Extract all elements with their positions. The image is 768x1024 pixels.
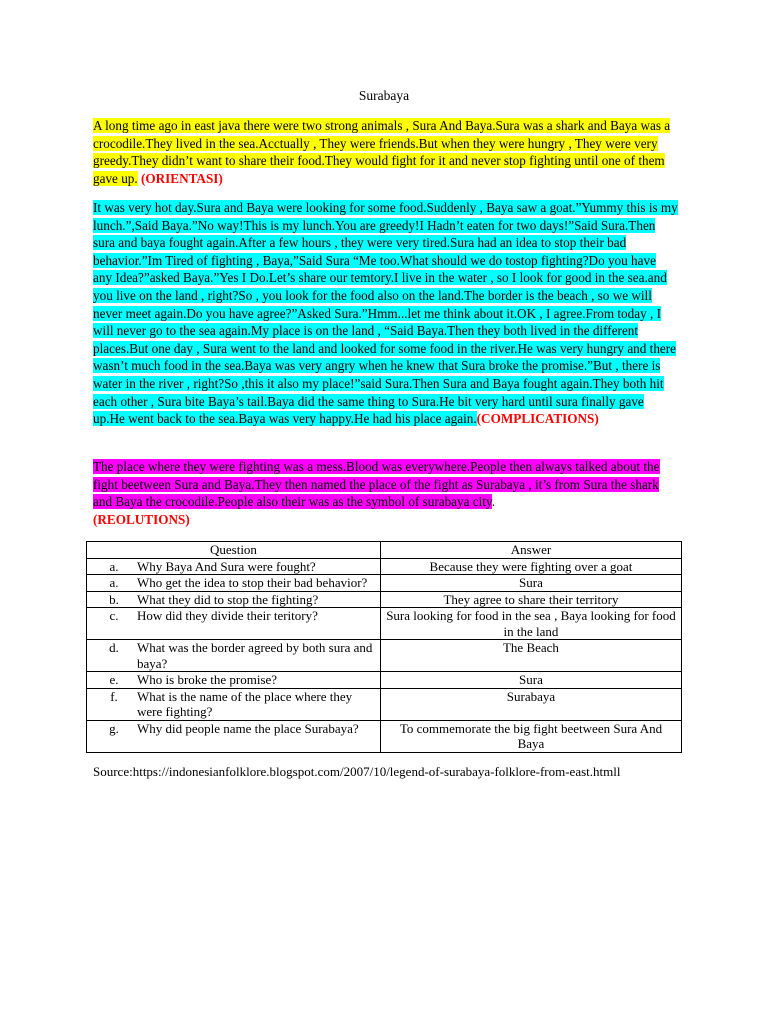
question-letter: c. [109, 608, 119, 623]
question-cell [87, 591, 381, 608]
table-row [87, 688, 682, 720]
complications-paragraph [93, 199, 678, 428]
answer-cell: Because they were fighting over a goat [380, 558, 681, 575]
orientation-text: A long time ago in east java there were two strong animals , Sura And Baya.Sura was a shark and Baya was a crocodile.They lived in the sea.Acctually , They were friends.But when they were hungry , They were very greedy.They didn’t want to share their food.They would fight for it and never stop fighting until one of them gave up. [93, 118, 671, 186]
question-cell [87, 575, 381, 592]
question-text: How did they divide their teritory? [137, 608, 318, 623]
source-citation: Source:https://indonesianfolklore.blogspot.com/2007/10/legend-of-surabaya-folklore-from-east.htmll [93, 764, 621, 779]
question-text: What they did to stop the fighting? [137, 591, 319, 607]
orientation-paragraph [93, 117, 678, 187]
question-text: What was the border agreed by both sura and baya? [137, 640, 373, 671]
answer-cell: Sura [380, 575, 681, 592]
question-cell [87, 608, 381, 640]
table-row [87, 558, 682, 575]
question-letter: d. [109, 640, 119, 655]
question-letter: a. [109, 558, 119, 574]
question-cell [87, 672, 381, 689]
orientation-label: (ORIENTASI) [140, 170, 223, 186]
question-letter: g. [109, 720, 119, 736]
question-text: Who is broke the promise? [137, 672, 278, 687]
question-cell [87, 558, 381, 575]
question-cell [87, 720, 381, 752]
table-row [87, 591, 682, 608]
answer-cell: Sura looking for food in the sea , Baya looking for food in the land [380, 608, 681, 640]
question-cell [87, 640, 381, 672]
page-title: Surabaya [358, 88, 410, 103]
resolutions-paragraph [93, 458, 678, 528]
answer-cell: To commemorate the big fight beetween Sura And Baya [380, 720, 681, 752]
resolutions-trail: . [491, 494, 495, 510]
complications-label: (COMPLICATIONS) [476, 411, 599, 427]
question-letter: e. [109, 672, 119, 687]
question-text: Why did people name the place Surabaya? [137, 720, 359, 736]
table-row [87, 575, 682, 592]
header-answer: Answer [380, 542, 681, 559]
complications-text: It was very hot day.Sura and Baya were looking for some food.Suddenly , Baya saw a goat.”Yummy this is my lunch.”,Said Baya.”No way!This is my lunch.You are greedy!I Hadn’t eaten for two days!”Said Sura.Then sura and baya fought again.After a few hours , they were very tired.Sura had an idea to stop their bad behavior.”Im Tired of fighting , Baya,”Said Sura “Me too.What should we do tostop fighting?Do you have any Idea?”asked Baya.”Yes I Do.Let’s share our temtory.I live in the water , so I look for good in the sea.and you live on the land , right?So , you look for the food also on the land.The border is the beach , so we will never meet again.Do you have agree?”Asked Sura.”Hmm...let me think about it.OK , I agree.From today , I will never go to the sea again.My place is on the land , “Said Baya.Then they both lived in the different places.But one day , Sura went to the land and looked for some food in the river.He was very hungry and there wasn’t much food in the sea.Baya was very angry when he knew that Sura broke the promise.”But , there is water in the river , right?So ,this it also my place!”said Sura.Then Sura and Baya fought again.They both hit each other , Sura bite Baya’s tail.Baya did the same thing to Sura.He bit very hard until sura finally gave up.He went back to the sea.Baya was very happy.He had his place again. [93, 200, 678, 427]
question-cell [87, 688, 381, 720]
header-question: Question [87, 542, 381, 559]
answer-cell: The Beach [380, 640, 681, 672]
question-letter: a. [109, 575, 119, 590]
question-text: Who get the idea to stop their bad behavior? [137, 575, 368, 590]
question-letter: b. [109, 591, 119, 607]
question-text: What is the name of the place where they were fighting? [137, 688, 353, 719]
table-row [87, 640, 682, 672]
question-text: Why Baya And Sura were fought? [137, 558, 316, 574]
answer-cell: They agree to share their territory [380, 591, 681, 608]
table-row [87, 608, 682, 640]
answer-cell: Surabaya [380, 688, 681, 720]
table-row [87, 720, 682, 752]
question-letter: f. [110, 688, 118, 704]
answer-cell: Sura [380, 672, 681, 689]
table-row [87, 672, 682, 689]
resolutions-label: (REOLUTIONS) [93, 511, 190, 527]
table-header-row [87, 542, 682, 559]
resolutions-text: The place where they were fighting was a mess.Blood was everywhere.People then always talked about the fight beetween Sura and Baya.They then named the place of the fight as Surabaya , it’s from Sura the shark and Baya the crocodile.People also their was as the symbol of surabaya city [93, 459, 660, 510]
question-answer-table [86, 541, 682, 753]
